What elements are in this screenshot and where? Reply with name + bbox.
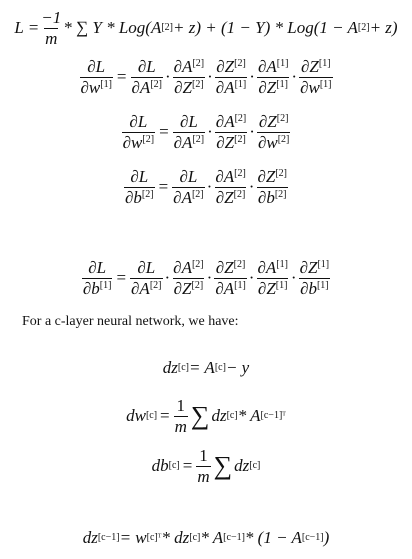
grad_w2-dot: · [249,122,255,142]
grad_b1-term-1-den [173,278,205,299]
grad-b2-equation [0,167,412,207]
grad_b2-lhs-num [129,167,149,187]
grad_b1-term-4-num-text: ∂Z [299,258,318,277]
grad_w2-lhs-fraction [122,112,155,152]
dw-b: dz [211,406,227,426]
grad_w1-lhs-den [80,77,113,98]
grad_w2-lhs-den [122,132,155,153]
grad_w1-term-4-num [300,57,332,77]
grad_b1-term-1-num [172,258,204,278]
grad_w2-lhs-den-text: ∂w [122,132,143,152]
grad_b2-term-2-den [257,187,288,208]
dz-b: = A [189,358,215,377]
grad-w2-equation [0,112,412,152]
grad_w1-lhs-den-text: ∂w [80,77,101,97]
grad_b1-lhs-num-text: ∂L [88,258,107,277]
grad_b1-term-3-den-text: ∂Z [257,278,276,298]
grad_b1-term-2-num-sup: [2] [233,258,246,270]
grad_b1-term-3-den [257,278,289,299]
dw-sum-symbol: ∑ [190,401,210,431]
grad_b1-term-1-num-sup: [2] [191,258,204,270]
dzp-c: * dz [161,528,190,547]
grad_w2-term-0-num-text: ∂L [179,112,198,131]
grad_b1-term-1-den-text: ∂Z [173,278,192,298]
grad_w1-term-0-den-sup: [2] [150,78,162,90]
dw-fraction-num: 1 [176,396,186,415]
db-fraction-num: 1 [199,446,208,465]
grad_w1-term-2-num-sup: [2] [234,57,246,69]
grad_w1-term-3-num-text: ∂A [257,57,277,76]
grad_w2-term-0-den-text: ∂A [173,132,193,152]
grad_w1-equals: = [116,67,127,87]
grad_b1-term-0-den [130,278,162,299]
grad_b2-equals: = [158,177,169,197]
grad_b2-term-2-den-text: ∂b [257,187,275,207]
grad_b1-term-1 [172,258,204,298]
grad_b1-term-4 [299,258,331,298]
grad_w2-term-1-num-sup: [2] [234,112,247,124]
grad_b2-term-1 [214,167,246,207]
grad_w1-term-1 [173,57,205,97]
grad_b2-lhs-num-text: ∂L [130,167,149,186]
grad_w2-term-1 [215,112,247,152]
grad_w1-term-3-den-sup: [1] [276,78,288,90]
grad_w2-term-2 [257,112,290,152]
grad_b2-term-0-den-sup: [2] [191,188,204,200]
grad_w1-term-0-num [137,57,157,77]
grad_b2-term-2-num-text: ∂Z [257,167,276,186]
dz-c: − y [225,358,250,377]
grad_w2-term-0-den [173,132,205,153]
grad_b1-term-3-num [256,258,288,278]
grad_w2-term-1-num [215,112,247,132]
grad_b2-lhs-fraction [124,167,155,207]
grad_b2-term-2 [256,167,288,207]
grad_w2-term-2-num-text: ∂Z [258,112,277,131]
dz-a: dz [162,358,178,377]
grad_w2-lhs-num-text: ∂L [129,112,148,131]
grad_w2-term-1-num-text: ∂A [215,112,235,131]
dz-prev-equation: dz [c−1] = w [c]ᵀ * dz [c] * A [c−1] * (1 − A [c−1] ) [82,528,330,547]
grad_b1-term-2-den-text: ∂A [215,278,235,298]
grad_w1-term-2-den-sup: [1] [234,78,247,90]
grad_w2-lhs-num [128,112,148,132]
grad_w2-term-1-den-text: ∂Z [216,132,235,152]
grad_w1-term-2-num-text: ∂Z [216,57,235,76]
grad_b1-term-2 [214,258,246,298]
grad-w1-equation [0,57,412,97]
grad_w1-lhs-den-sup: [1] [100,78,112,90]
grad_w1-term-2 [215,57,247,97]
grad_b2-term-0-den [172,187,204,208]
grad_b1-term-3-num-sup: [1] [276,258,288,270]
grad_w1-term-3-den [257,77,289,98]
grad_b1-term-2-den [214,278,246,299]
grad_w1-term-4-num-text: ∂Z [301,57,319,76]
grad_b2-dot: · [206,177,213,197]
grad_b1-lhs-den [82,278,113,299]
grad_w2-lhs-den-sup: [2] [142,133,155,145]
grad_b2-term-1-num-text: ∂A [215,167,235,186]
grad_b1-term-0 [130,258,162,298]
db-sum-symbol: ∑ [213,451,233,481]
grad_w1-term-2-den-text: ∂A [215,77,235,97]
grad_b2-lhs-den [124,187,155,208]
db-equals: = [182,456,193,476]
grad_w1-dot: · [291,67,298,87]
grad_b1-lhs-den-sup: [1] [99,279,112,291]
grad_b2-term-0-den-text: ∂A [173,187,192,207]
grad_w2-equals: = [159,122,169,142]
grad_w1-term-1-den-text: ∂Z [174,77,192,97]
grad_b1-term-0-den-text: ∂A [131,278,150,298]
grad_b1-term-4-num [299,258,331,278]
grad_b1-term-0-den-sup: [2] [149,279,162,291]
grad_b1-term-4-den-sup: [1] [316,279,329,291]
grad_b1-lhs-den-text: ∂b [82,278,100,298]
grad_b1-term-4-den-text: ∂b [300,278,317,298]
grad_w2-term-0-num [179,112,199,132]
loss-equation: L = $\frac{-1}{m}$ * ∑ Y * Log(A [2] + z) + (1 − Y) * Log(1 − A [2] + z) [14,8,398,48]
grad_w1-lhs-num-text: ∂L [87,57,106,76]
dzp-e: * (1 − A [244,528,302,547]
grad_b1-dot: · [206,268,213,288]
db-b: dz [234,456,250,476]
grad_b2-term-1-den-sup: [2] [233,188,246,200]
intro-text: For a c-layer neural network, we have: [22,314,239,329]
grad_w2-term-0 [173,112,205,152]
grad_w1-term-0-den-text: ∂A [131,77,151,97]
grad_w2-term-1-den [215,132,247,153]
grad_b2-term-2-den-sup: [2] [274,188,287,200]
dw-c: * A [237,406,261,426]
db-a: db [151,456,169,476]
grad_b1-term-4-num-sup: [1] [317,258,330,270]
grad_w2-term-2-num [258,112,290,132]
grad_b2-term-1-den-text: ∂Z [215,187,234,207]
grad_w1-term-3-num-sup: [1] [276,57,289,69]
grad_w1-term-1-den [173,77,205,98]
dzp-b: = w [119,528,147,547]
grad_b1-lhs-fraction [82,258,113,298]
grad_b1-dot: · [164,268,171,288]
grad_w2-term-2-den-text: ∂w [257,132,278,152]
grad_b2-dot: · [248,177,255,197]
grad_b1-term-1-num-text: ∂A [173,258,192,277]
grad_b2-term-2-num [256,167,288,187]
grad_b1-term-2-den-sup: [1] [234,279,246,291]
loss-body-b: + z) + (1 − Y) * Log(1 − A [173,18,358,38]
grad_b1-dot: · [290,268,297,288]
db-fraction-den: m [197,466,210,486]
loss-fraction [40,8,62,48]
grad_w1-dot: · [207,67,213,87]
grad_w1-term-4 [299,57,332,97]
dw-equals: = [160,406,170,426]
grad_b2-term-1-num-sup: [2] [234,167,246,179]
grad_w1-term-0-den [131,77,163,98]
db-fraction [196,446,210,486]
loss-fraction-den: m [45,28,58,48]
grad_w1-term-4-num-sup: [1] [318,57,331,69]
grad_w1-term-1-num [173,57,205,77]
dzp-f: ) [323,528,330,547]
grad_b1-term-0-num-text: ∂L [137,258,156,277]
grad_b1-dot: · [248,268,255,288]
grad_b2-term-0-num-text: ∂L [179,167,198,186]
grad_w1-dot: · [249,67,255,87]
grad_b2-term-0 [172,167,204,207]
dzp-d: * A [200,528,224,547]
grad_w1-term-4-den-sup: [1] [319,78,332,90]
loss-lhs: L = [14,18,40,38]
grad_b2-term-2-num-sup: [2] [275,167,287,179]
db-equation: db [c] = $\frac{1}{m}$ ∑ dz [c] [151,446,261,486]
grad_w1-lhs-num [86,57,106,77]
loss-body-a: * ∑ Y * Log(A [63,18,162,38]
grad_w1-term-4-den [299,77,332,98]
grad_w2-term-2-den [257,132,290,153]
grad_w2-term-2-num-sup: [2] [276,112,289,124]
grad_b1-lhs-num [87,258,107,278]
loss-fraction-num: −1 [41,8,62,27]
grad_w1-term-0 [131,57,163,97]
grad_w1-term-1-num-text: ∂A [173,57,193,76]
grad_b2-term-1-num [214,167,246,187]
grad_w1-term-3-den-text: ∂Z [258,77,277,97]
grad_w2-term-1-den-sup: [2] [234,133,246,145]
grad_b1-term-2-num-text: ∂Z [215,258,234,277]
grad_b2-term-0-num [178,167,198,187]
grad_w1-term-0-num-text: ∂L [137,57,156,76]
grad_b1-term-1-den-sup: [2] [191,279,204,291]
grad_b1-equals: = [116,268,127,288]
grad_w1-lhs-fraction [80,57,113,97]
grad_w1-term-3 [257,57,289,97]
grad_w2-dot: · [207,122,213,142]
grad_w1-term-4-den-text: ∂w [300,77,320,97]
dz-equation: dz [c] = A [c] − y [162,358,250,377]
grad_b2-term-1-den [215,187,247,208]
loss-body-c: + z) [369,18,398,38]
grad_w1-term-2-den [215,77,247,98]
grad_w1-term-3-num [257,57,289,77]
grad_w1-term-1-den-sup: [2] [191,78,204,90]
dw-fraction [174,396,188,436]
grad_b1-term-0-num [136,258,156,278]
grad_b1-term-2-num [215,258,247,278]
dw-equation: dw [c] = $\frac{1}{m}$ ∑ dz [c] * A [c−1]ᵀ [126,396,286,436]
grad_b2-lhs-den-text: ∂b [125,187,142,207]
dw-a: dw [126,406,146,426]
grad_w1-term-1-num-sup: [2] [192,57,205,69]
grad_b1-term-3-num-text: ∂A [257,258,277,277]
grad_w1-dot: · [164,67,171,87]
dw-fraction-den: m [174,416,187,436]
grad_w1-term-2-num [215,57,247,77]
grad_b1-term-4-den [299,278,330,299]
dzp-a: dz [82,528,98,547]
grad_w2-term-0-den-sup: [2] [192,133,205,145]
grad_w2-term-2-den-sup: [2] [277,133,290,145]
grad_b1-term-3-den-sup: [1] [275,279,288,291]
grad_b1-term-3 [256,258,288,298]
grad-b1-equation [0,258,412,298]
grad_b2-lhs-den-sup: [2] [141,188,154,200]
